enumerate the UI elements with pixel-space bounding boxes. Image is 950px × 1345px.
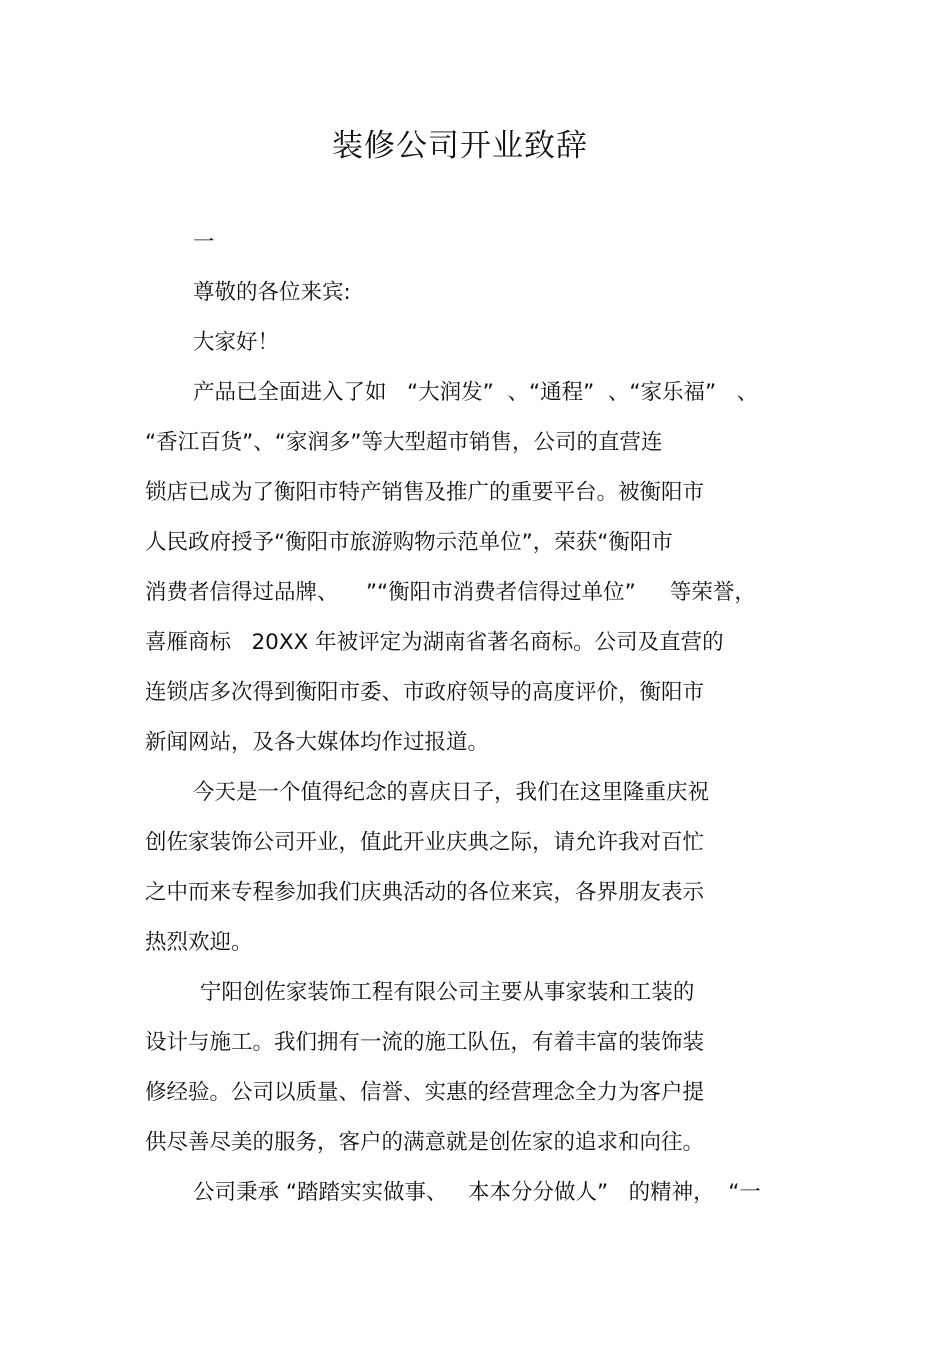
paragraph-line: 宁阳创佐家装饰工程有限公司主要从事家装和工装的 — [193, 980, 695, 1005]
section-number: 一 — [193, 230, 215, 255]
paragraph-line: 锁店已成为了衡阳市特产销售及推广的重要平台。被衡阳市 — [145, 480, 705, 505]
paragraph-line: 连锁店多次得到衡阳市委、市政府领导的高度评价，衡阳市 — [145, 680, 705, 705]
paragraph-line: 喜雁商标 20XX 年被评定为湖南省著名商标。公司及直营的 — [145, 630, 724, 655]
paragraph-line: 新闻网站，及各大媒体均作过报道。 — [145, 730, 490, 755]
document-title: 装修公司开业致辞 — [332, 128, 588, 164]
paragraph-line: “香江百货”、“家润多”等大型超市销售，公司的直营连 — [145, 430, 663, 455]
greeting: 大家好！ — [193, 330, 280, 355]
paragraph-line: 供尽善尽美的服务，客户的满意就是创佐家的追求和向往。 — [145, 1130, 705, 1155]
paragraph-line: 创佐家装饰公司开业，值此开业庆典之际，请允许我对百忙 — [145, 830, 705, 855]
salutation: 尊敬的各位来宾: — [193, 280, 351, 305]
paragraph-line: 人民政府授予“衡阳市旅游购物示范单位”，荣获“衡阳市 — [145, 530, 673, 555]
paragraph-line: 消费者信得过品牌、 ”“衡阳市消费者信得过单位” 等荣誉， — [145, 580, 756, 605]
paragraph-line: 今天是一个值得纪念的喜庆日子，我们在这里隆重庆祝 — [193, 780, 710, 805]
paragraph-line: 设计与施工。我们拥有一流的施工队伍，有着丰富的装饰装 — [145, 1030, 705, 1055]
paragraph-line: 之中而来专程参加我们庆典活动的各位来宾，各界朋友表示 — [145, 880, 705, 905]
paragraph-line: 产品已全面进入了如 “大润发” 、“通程” 、“家乐福” 、 — [193, 380, 759, 405]
paragraph-line: 修经验。公司以质量、信誉、实惠的经营理念全力为客户提 — [145, 1080, 705, 1105]
paragraph-line: 公司秉承 “踏踏实实做事、 本本分分做人” 的精神， “一 — [193, 1180, 761, 1205]
paragraph-line: 热烈欢迎。 — [145, 930, 253, 955]
